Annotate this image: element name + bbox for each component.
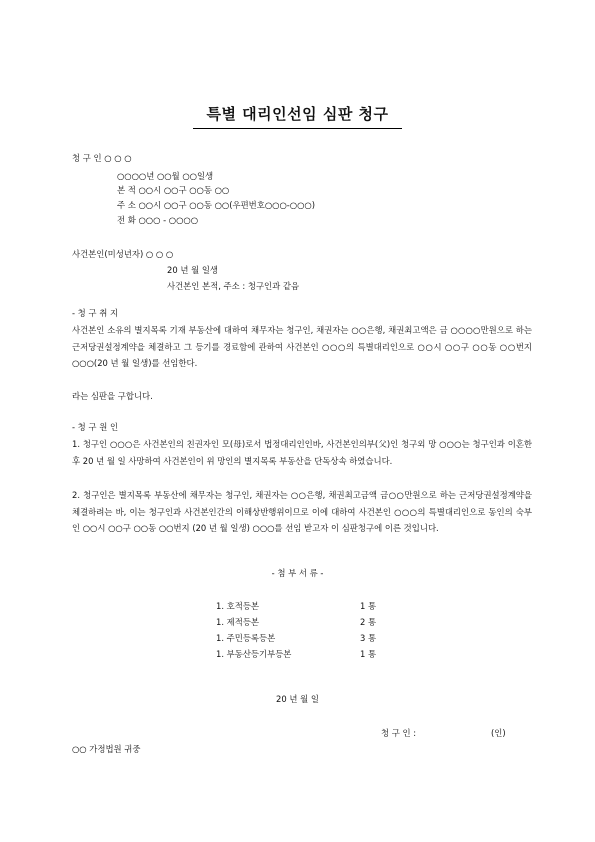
petitioner-address: 주 소 ○○시 ○○구 ○○동 ○○(우편번호○○○-○○○)	[117, 200, 315, 210]
petitioner-name: 청 구 인 ○ ○ ○	[72, 153, 132, 163]
attachment-name: 1. 주민등록등본	[216, 633, 276, 643]
purpose-closing: 라는 심판을 구합니다.	[72, 391, 153, 401]
attachment-name: 1. 호적등본	[216, 601, 260, 611]
petitioner-birth: ○○○○년 ○○월 ○○일생	[117, 171, 214, 181]
cause-heading: - 청 구 원 인	[72, 422, 119, 432]
attachment-name: 1. 부동산등기부등본	[216, 649, 292, 659]
petition-date: 20 년 월 일	[276, 694, 319, 704]
principal-birth: 20 년 월 일생	[167, 265, 219, 275]
petitioner-domicile: 본 적 ○○시 ○○구 ○○동 ○○	[117, 185, 230, 195]
petitioner-phone: 전 화 ○○○ - ○○○○	[117, 215, 199, 225]
seal-mark: (인)	[491, 728, 506, 738]
attachments-heading: - 첨 부 서 류 -	[271, 568, 324, 578]
document-title: 특별 대리인선임 심판 청구	[206, 105, 389, 123]
signature-label: 청 구 인 :	[381, 728, 417, 738]
cause-item-2: 2. 청구인은 별지목록 부동산에 채무자는 청구인, 채권자는 ○○은행, 채권최고금액 금○○만원으로 하는 근저당권설정계약을 체결하려는 바, 이는 청구인과 사건본인간의 이해상반행위이므로 이에 대하여 사건본인 ○○○의 특별대리인으로 동인의 숙부인 ○○시 ○○구 ○○동 ○○번지 (20 년 월 일생) ○○○를 선임 받고자 이 심판청구에 이른 것입니다.	[72, 490, 532, 533]
purpose-heading: - 청 구 취 지	[72, 308, 119, 318]
attachment-name: 1. 제적등본	[216, 617, 260, 627]
title-underline	[193, 128, 402, 129]
purpose-body: 사건본인 소유의 별지목록 기재 부동산에 대하여 채무자는 청구인, 채권자는 ○○은행, 채권최고액은 금 ○○○○만원으로 하는 근저당권설정계약을 체결하고 그 등기를 경료함에 관하여 사건본인 ○○○의 특별대리인으로 ○○시 ○○구 ○○동 ○○번지 ○○○(20 년 월 일생)를 선임한다.	[72, 325, 532, 368]
principal-address: 사건본인 본적, 주소 : 청구인과 같음	[167, 281, 300, 291]
principal-name: 사건본인(미성년자) ○ ○ ○	[72, 249, 174, 259]
attachment-count: 1 통	[360, 601, 377, 611]
cause-item-1: 1. 청구인 ○○○은 사건본인의 친권자인 모(母)로서 법정대리인인바, 사건본인의부(父)인 청구외 망 ○○○는 청구인과 이혼한 후 20 년 월 일 사망하여 사건본인이 위 망인의 별지목록 부동산을 단독상속 하였습니다.	[72, 439, 532, 466]
attachment-count: 1 통	[360, 649, 377, 659]
attachment-count: 2 통	[360, 617, 377, 627]
attachment-count: 3 통	[360, 633, 377, 643]
court-addressee: ○○ 가정법원 귀중	[72, 744, 141, 754]
